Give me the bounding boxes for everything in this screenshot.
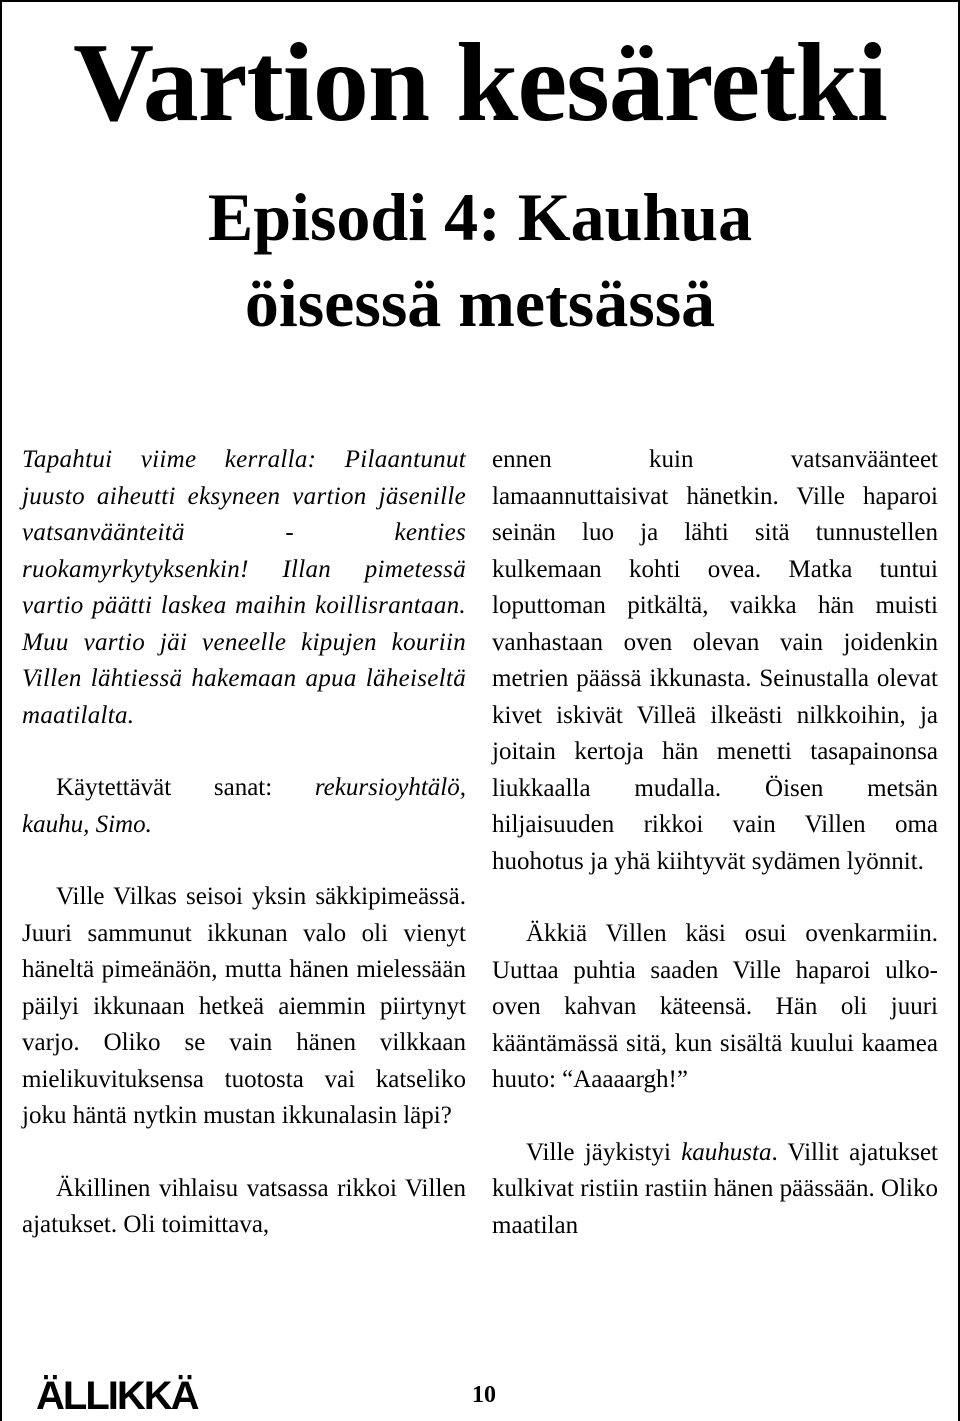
words-list: rekursioyhtälö, kauhu, Simo. bbox=[22, 774, 466, 838]
recap-paragraph: Tapahtui viime kerralla: Pilaantunut juusto aiheutti eksyneen vartion jäsenille vatsanväänteitä - kenties ruokamyrkytyksenkin! Illan pimetessä vartio päätti laskea maihin koillisrantaan. Muu vartio jäi veneelle kipujen kouriin Villen lähtiessä hakemaan apua läheiseltä maatilalta. bbox=[22, 446, 466, 729]
para5-emphasis: kauhusta bbox=[681, 1138, 772, 1166]
left-column bbox=[22, 442, 466, 1244]
words-paragraph bbox=[22, 770, 466, 843]
story-paragraph-1: Ville Vilkas seisoi yksin säkkipimeässä. Juuri sammunut ikkunan valo oli vienyt häneltä pimeänäön, mutta hänen mielessään päilyi ikkunaan hetkeä aiemmin piirtynyt varjo. Oliko se vain hänen vilkkaan mielikuvituksensa tuotosta vai katseliko joku häntä nytkin mustan ikkunalasin läpi? bbox=[22, 883, 466, 1129]
subtitle-line-2: öisessä metsässä bbox=[244, 265, 716, 341]
story-paragraph-5 bbox=[492, 1135, 938, 1245]
episode-subtitle bbox=[2, 174, 958, 346]
page-title: Vartion kesäretki bbox=[73, 21, 887, 145]
page-number: 10 bbox=[472, 1382, 496, 1408]
story-paragraph-4: Äkkiä Villen käsi osui ovenkarmiin. Uuttaa puhtia saaden Ville haparoi ulko-oven kahvan käteensä. Hän oli juuri kääntämässä sitä, kun sisältä kuului kaamea huuto: “Aaaaargh!” bbox=[492, 920, 938, 1093]
subtitle-line-1: Episodi 4: Kauhua bbox=[207, 179, 753, 255]
story-paragraph-2: Äkillinen vihlaisu vatsassa rikkoi Villen ajatukset. Oli toimittava, bbox=[22, 1174, 466, 1238]
para5-start: Ville jäykistyi bbox=[526, 1138, 682, 1166]
story-paragraph-3: ennen kuin vatsanväänteet lamaannuttaisivat hänetkin. Ville haparoi seinän luo ja lähti sitä tunnustellen kulkemaan kohti ovea. Matka tuntui loputtoman pitkältä, vaikka hän muisti vanhastaan oven olevan vain joidenkin metrien päässä ikkunasta. Seinustalla olevat kivet iskivät Villeä ilkeästi nilkkoihin, ja joitain kertoja hän menetti tasapainonsa liukkaalla mudalla. Öisen metsän hiljaisuuden rikkoi vain Villen oma huohotus ja yhä kiihtyvät sydämen lyönnit. bbox=[492, 446, 938, 875]
para5-end: . Villit ajatukset kulkivat ristiin rastiin hänen päässään. Oliko maatilan bbox=[492, 1138, 938, 1239]
right-column bbox=[492, 442, 938, 1244]
magazine-logo: ÄLLIKKÄ bbox=[36, 1374, 198, 1418]
words-label: Käytettävät sanat: bbox=[56, 774, 315, 801]
